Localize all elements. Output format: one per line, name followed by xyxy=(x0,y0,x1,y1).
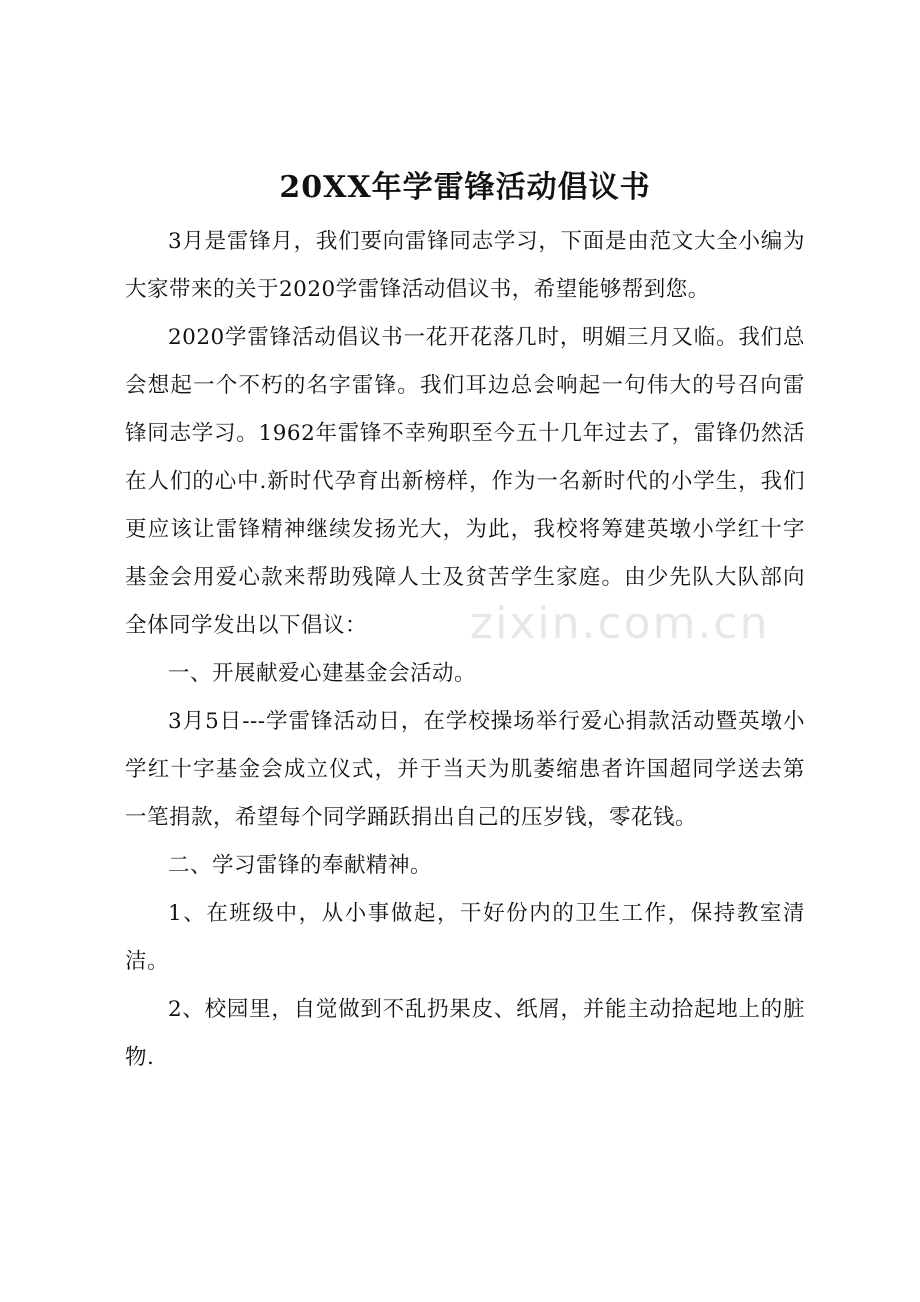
watermark-text: zixin.com.cn xyxy=(470,598,770,649)
paragraph-march-fifth: 3月5日---学雷锋活动日，在学校操场举行爱心捐款活动暨英墩小学红十字基金会成立仪式，并于当天为肌萎缩患者许国超同学送去第一笔捐款，希望每个同学踊跃捐出自己的压岁钱，零花钱。 xyxy=(125,709,805,830)
paragraph-heading-two: 二、学习雷锋的奉献精神。 xyxy=(168,853,433,878)
document-page xyxy=(125,160,805,1082)
paragraph-proposal: 2020学雷锋活动倡议书一花开花落几时，明媚三月又临。我们总会想起一个不朽的名字雷锋。我们耳边总会响起一句伟大的号召向雷锋同志学习。1962年雷锋不幸殉职至今五十几年过去了，雷锋仍然活在人们的心中.新时代孕育出新榜样，作为一名新时代的小学生，我们更应该让雷锋精神继续发扬光大，为此，我校将筹建英墩小学红十字基金会用爱心款来帮助残障人士及贫苦学生家庭。由少先队大队部向全体同学发出以下倡议： xyxy=(125,325,805,638)
document-title: 20XX年学雷锋活动倡议书 xyxy=(279,170,651,205)
paragraph-item-one: 1、在班级中，从小事做起，干好份内的卫生工作，保持教室清洁。 xyxy=(125,901,805,974)
paragraph-intro: 3月是雷锋月，我们要向雷锋同志学习，下面是由范文大全小编为大家带来的关于2020学雷锋活动倡议书，希望能够帮到您。 xyxy=(125,229,805,302)
paragraph-item-two: 2、校园里，自觉做到不乱扔果皮、纸屑，并能主动拾起地上的脏物. xyxy=(125,997,805,1070)
paragraph-heading-one: 一、开展献爱心建基金会活动。 xyxy=(168,661,477,686)
